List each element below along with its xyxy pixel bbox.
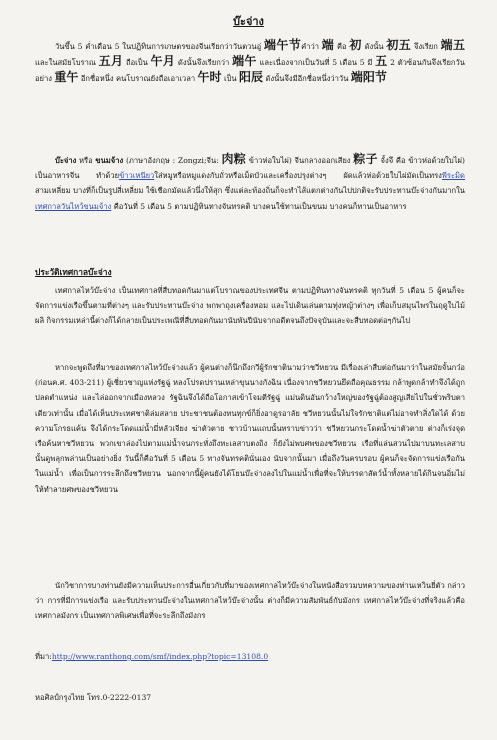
- chinese-term-2: 端: [321, 38, 335, 52]
- source-link[interactable]: http://www.ranthong.com/smf/index.php?topic=13108.0: [51, 652, 269, 661]
- definition-paragraph: [35, 152, 465, 214]
- intro-text-2: คำว่า: [301, 42, 319, 51]
- chinese-term-13: 端阳节: [350, 70, 387, 85]
- definition-term-2: ขนมจ้าง: [95, 156, 124, 165]
- link-dumpling-festival[interactable]: เทศกาลวันไหว้ขนมจ้าง: [35, 201, 112, 211]
- intro-paragraph: [35, 38, 465, 87]
- chinese-term-7: 午月: [150, 54, 176, 69]
- history-paragraph-3: นักวิชาการบางท่านยังมีความเห็นประการอื่นเกี่ยวกับที่มาของเทศกาลไหว้บ๊ะจ่างในหนังสือรวมบทความของท่านเหวินยี่ตัว กล่าวว่า การที่มีการแข่งเรือ และรับประทานบ๊ะจ่างในเทศกาลไหว้บ๊ะจ่างนั้น ต่างก็มีความสัมพันธ์กับมังกร เทศกาลไหว้บ๊ะจ่างที่จริงแล้วคือเทศกาลมังกร เป็นเทศกาลพิเศษเพื่อที่จะระลึกถึงมังกร: [35, 581, 465, 621]
- intro-text-10: 2 ตัวซ้อนกันจึงเรียกวันอย่าง: [35, 58, 465, 84]
- intro-text-3: คือ: [336, 42, 347, 51]
- intro-text-11: อีกชื่อหนึ่ง คนโบราณยังถือเอาเวลา: [80, 74, 196, 84]
- history-paragraph-2: หากจะพูดถึงที่มาของเทศกาลไหว้บ๊ะจ่างแล้ว ผู้คนต่างก็นึกถึงกวีผู้รักชาตินามว่าชวีหยวน มีเรื่องเล่าสืบต่อกันมาว่าในสมัยจั้นกว๋อ (ก่อนค.ศ. 403-211) ผู้เชี่ยวชาญแห่งรัฐฉู่ หลงโปรดปรานเหล่าขุนนางกังฉิน เนื่องจากชวีหยวนยึดถือคุณธรรม กล้าพูดกล้าทำจึงได้ถูกปลดตำแหน่ง และไล่ออกจากเมืองหลวง รัฐฉินจึงได้ถือโอกาสเข้าโจมตีรัฐฉู่ แม่นดินอันกว้างใหญ่ของรัฐฉู่ต้องสูญเสียไปในชั่วพริบตาเดียวเท่านั้น เมื่อได้เห็นประเทศชาติล่มสลาย ประชาชนต้องทนทุกข์ก็ยิ่งอาดูรอาลัย ชวีหยวนนั้นไม่ใจรักชาติแต่ไม่อาจทำสิ่งใดได้ ด้วยความโกรธแค้น จึงได้กระโดดแม่น้ำมี่หลัวเจียง ฆ่าตัวตาย ชาวบ้านแถบนั้นทราบข่าวว่า ชวีหยวนกระโดดน้ำฆ่าตัวตาย ต่างก็เร่งจุดเรือค้นหาชวีหยวน พวกเขาล่องไปตามแม่น้ำจนกระทั่งถึงทะเลสาบตงถิง ก็ยังไม่พบศพของชวีหยวน เรือที่แล่นสวนไปมาบนทะเลสาบนั้นดูพลุกพล่านเป็นอย่างยิ่ง วันนี้ก็คือวันที่ 5 เดือน 5 ทางจันทรคตินั่นเอง นับจากนั้นมา เมื่อถึงวันครบรอบ ผู้คนก็จะจัดการแข่งเรือกันในแม่น้ำ เพื่อเป็นการระลึกถึงชวีหยวน นอกจากนี้ผู้คนยังได้โยนบ๊ะจ่างลงไปในแม่น้ำเพื่อที่จะให้บรรดาสัตว์น้ำทั้งหลายได้กินจนอิ่มไม่ให้ทำลายศพของชวีหยวน: [35, 363, 465, 494]
- chinese-term-10: 重午: [54, 70, 79, 85]
- definition-text-6: สามเหลี่ยม บางที่ก็เป็นรูปสี่เหลี่ยม ใช้เชือกมัดแล้วนึ่งให้สุก ซึ่งแต่ละท้องถิ่นก็จะทำไส้แตกต่างกันไปปกติจะรับประทานบ๊ะจ่างกันมากใน: [35, 186, 465, 196]
- chinese-term-zongzi: 粽子: [353, 152, 378, 166]
- history-heading: ประวัติเทศกาลบ๊ะจ่าง: [35, 267, 112, 277]
- chinese-term-rouzong: 肉粽: [221, 152, 247, 166]
- chinese-term-11: 午时: [197, 70, 222, 85]
- chinese-term-4: 初五: [386, 38, 412, 52]
- definition-term: บ๊ะจ่าง: [55, 156, 77, 165]
- link-pyramid[interactable]: พีระมิด: [441, 171, 465, 181]
- chinese-term-9: 五: [375, 54, 388, 69]
- chinese-term-5: 端五: [440, 38, 465, 52]
- definition-text-4: จั้งจึ คือ ข้าวห่อด้วยใบไผ่) เป็นอาหารจีน ทำด้วย: [35, 156, 465, 181]
- link-sticky-rice[interactable]: ข้าวเหนียว: [119, 171, 155, 181]
- definition-text-3: ข้าวห่อใบไผ่) จีนกลางออกเสียง: [248, 156, 351, 165]
- intro-text-4: ดังนั้น: [364, 42, 384, 51]
- footer-contact: หอศิลป์กรุงไทย โทร.0-2222-0137: [35, 693, 152, 702]
- history-paragraph-1: เทศกาลไหว้บ๊ะจ่าง เป็นเทศกาลที่สืบทอดกันมาแต่โบราณของประเทศจีน ตามปฏิทินทางจันทรคติ ทุกวันที่ 5 เดือน 5 ผู้คนก็จะจัดการแข่งเรือขึ้นตามที่ต่างๆ และรับประทานบ๊ะจ่าง พกพาถุงเครื่องหอม และไปเดินเล่นตามทุ่งหญ้าต่างๆ เพื่อเก็บสมุนไพรในฤดูใบไม้ผลิ กิจกรรมเหล่านี้ต่างก็ได้กลายเป็นประเพณีที่สืบทอดกันมานับพันปีนับจากอดีตจนถึงปัจจุบันและจะสืบทอดต่อๆกันไป: [35, 286, 465, 326]
- definition-text-5: ใส่หมูหรือหมูแดงกับถั่วหรือเม็ดบัวและเครื่องปรุงต่างๆ ผัดแล้วห่อด้วยใบไผ่มัดเป็นทรง: [154, 171, 442, 181]
- chinese-term-3: 初: [349, 38, 362, 52]
- chinese-term-8: 端午: [232, 54, 257, 69]
- intro-text-1: วันขึ้น 5 ค่ำเดือน 5 ในปฏิทินการเกษตรของจีนเรียกว่าวันตวนอู่: [55, 42, 262, 51]
- chinese-term-1: 端午节: [263, 38, 302, 52]
- chinese-term-12: 阳辰: [239, 70, 264, 85]
- source-line: [35, 651, 268, 663]
- intro-text-12: เป็น: [223, 74, 237, 84]
- source-label: ที่มา:: [35, 652, 52, 661]
- chinese-term-6: 五月: [98, 54, 124, 69]
- intro-text-5: จึงเรียก: [413, 42, 438, 51]
- definition-text-1: หรือ: [79, 156, 93, 165]
- intro-text-13: ดังนั้นจึงมีอีกชื่อหนึ่งว่าวัน: [265, 74, 349, 84]
- page-title: บ๊ะจ่าง: [233, 15, 264, 28]
- intro-text-6: และในสมัยโบราณ: [35, 58, 96, 68]
- definition-text-7: คือวันที่ 5 เดือน 5 ตามปฏิทินทางจันทรคติ บางคนใช้ทานเป็นขนม บางคนก็ทานเป็นอาหาร: [113, 201, 407, 211]
- definition-text-2: (ภาษาอังกฤษ : Zongzi;จีน:: [125, 156, 219, 165]
- intro-text-7: ถือเป็น: [126, 58, 148, 68]
- intro-text-9: และเนื่องจากเป็นวันที่ 5 เดือน 5 มี: [259, 58, 373, 68]
- intro-text-8: ดังนั้นจึงเรียกว่า: [177, 58, 230, 68]
